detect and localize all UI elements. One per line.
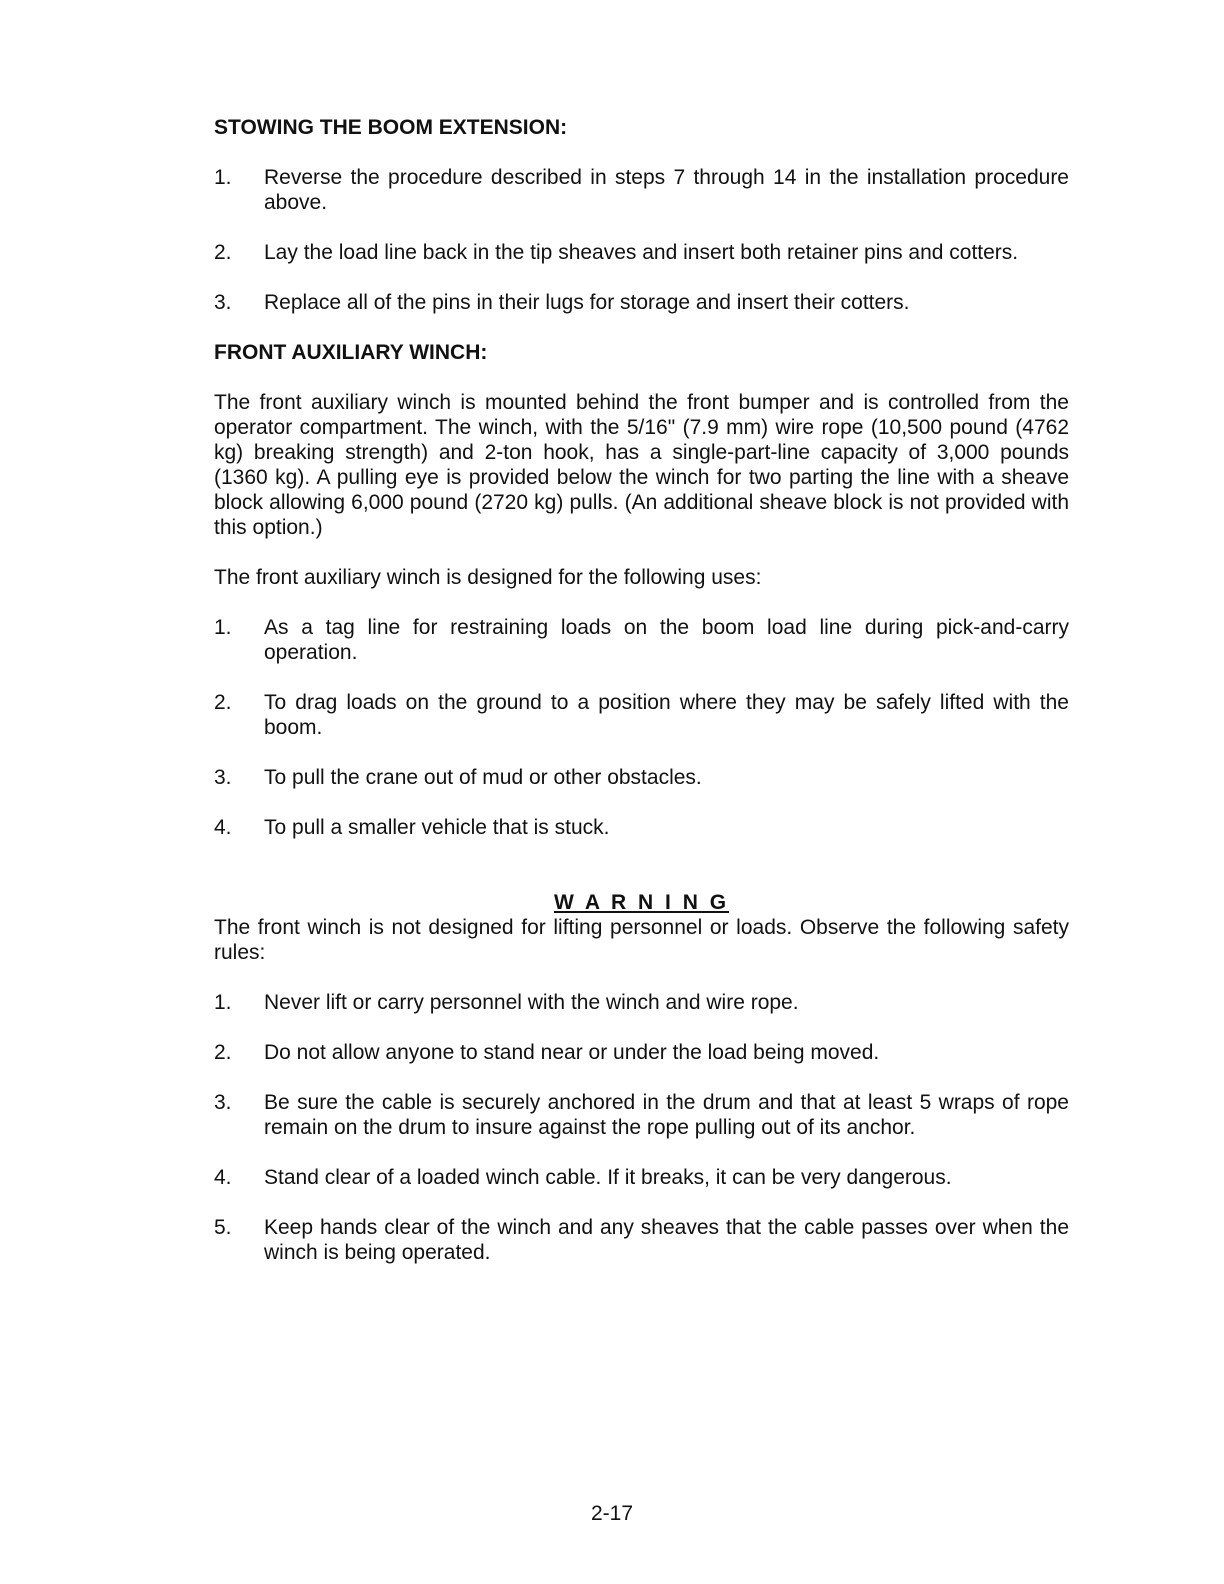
item-number: 2. [214, 241, 232, 264]
item-number: 3. [214, 766, 232, 789]
item-number: 5. [214, 1216, 232, 1239]
item-text: Lay the load line back in the tip sheaves and insert both retainer pins and cotters. [264, 241, 1019, 264]
list-item [214, 290, 1069, 315]
item-text: Stand clear of a loaded winch cable. If it breaks, it can be very dangerous. [264, 1166, 952, 1189]
item-text: Do not allow anyone to stand near or under the load being moved. [264, 1041, 880, 1064]
item-text: Be sure the cable is securely anchored in the drum and that at least 5 wraps of rope remain on the drum to insure against the rope pulling out of its anchor. [264, 1091, 1069, 1139]
winch-heading: FRONT AUXILIARY WINCH: [214, 341, 488, 364]
item-text: Keep hands clear of the winch and any sheaves that the cable passes over when the winch is being operated. [264, 1216, 1069, 1264]
stowing-list [214, 165, 1069, 315]
item-text: Reverse the procedure described in steps 7 through 14 in the installation procedure above. [264, 166, 1069, 214]
warning-text: The front winch is not designed for lifting personnel or loads. Observe the following safety rules: [214, 916, 1069, 964]
list-item [214, 815, 1069, 840]
item-number: 1. [214, 991, 232, 1014]
item-number: 4. [214, 1166, 232, 1189]
item-number: 2. [214, 691, 232, 714]
page-number: 2-17 [590, 1502, 634, 1525]
winch-description: The front auxiliary winch is mounted behind the front bumper and is controlled from the operator compartment. The winch, with the 5/16" (7.9 mm) wire rope (10,500 pound (4762 kg) breaking strength) and 2-ton hook, has a single-part-line capacity of 3,000 pounds (1360 kg). A pulling eye is provided below the winch for two parting the line with a sheave block allowing 6,000 pound (2720 kg) pulls. (An additional sheave block is not provided with this option.) [214, 391, 1069, 539]
list-item [214, 690, 1069, 740]
item-text: To drag loads on the ground to a position where they may be safely lifted with the boom. [264, 691, 1069, 739]
safety-rules-list [214, 990, 1069, 1265]
winch-uses-intro: The front auxiliary winch is designed for the following uses: [214, 566, 762, 589]
item-text: To pull a smaller vehicle that is stuck. [264, 816, 610, 839]
stowing-heading: STOWING THE BOOM EXTENSION: [214, 116, 568, 139]
list-item [214, 1040, 1069, 1065]
item-number: 2. [214, 1041, 232, 1064]
item-number: 3. [214, 291, 232, 314]
list-item [214, 765, 1069, 790]
list-item [214, 240, 1069, 265]
list-item [214, 1165, 1069, 1190]
item-number: 3. [214, 1091, 232, 1114]
winch-uses-list [214, 615, 1069, 840]
item-text: To pull the crane out of mud or other obstacles. [264, 766, 702, 789]
list-item [214, 990, 1069, 1015]
list-item [214, 615, 1069, 665]
document-page [214, 115, 1069, 1265]
item-text: Replace all of the pins in their lugs for storage and insert their cotters. [264, 291, 910, 314]
list-item [214, 1090, 1069, 1140]
item-text: As a tag line for restraining loads on the boom load line during pick-and-carry operation. [264, 616, 1069, 664]
warning-title: W A R N I N G [553, 891, 730, 914]
item-text: Never lift or carry personnel with the winch and wire rope. [264, 991, 799, 1014]
item-number: 4. [214, 816, 232, 839]
list-item [214, 1215, 1069, 1265]
list-item [214, 165, 1069, 215]
item-number: 1. [214, 166, 232, 189]
item-number: 1. [214, 616, 232, 639]
